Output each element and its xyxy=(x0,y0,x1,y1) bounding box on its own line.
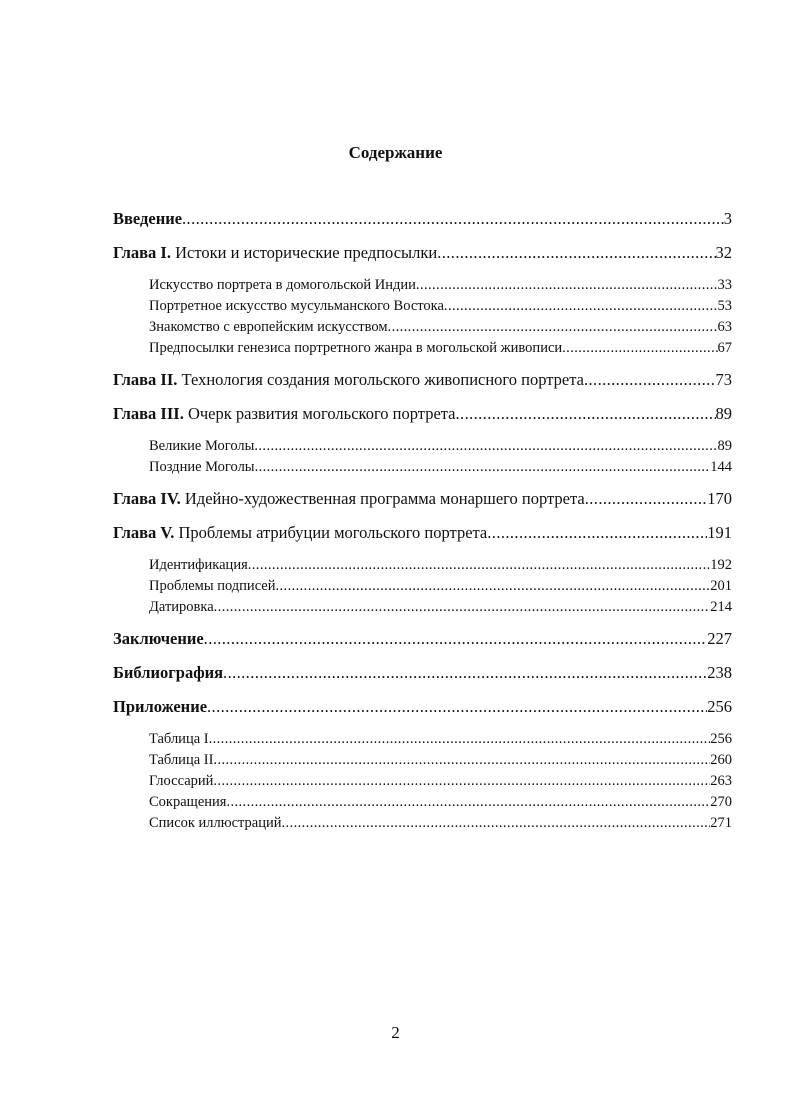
toc-page: 3 xyxy=(723,209,732,228)
dot-leader xyxy=(248,555,711,576)
dot-leader xyxy=(214,597,711,618)
toc-page: 67 xyxy=(717,340,732,356)
toc-section[interactable] xyxy=(113,457,732,478)
toc-title: Предпосылки генезиса портретного жанра в могольской живописи xyxy=(149,340,563,356)
toc-section[interactable] xyxy=(113,296,732,317)
dot-leader xyxy=(416,275,718,296)
toc-chapter-label: Глава II. xyxy=(113,370,178,389)
toc-page: 89 xyxy=(717,438,732,454)
toc-title: Датировка xyxy=(149,599,214,615)
toc-title: Проблемы подписей xyxy=(149,578,276,594)
toc-title: Сокращения xyxy=(149,794,227,810)
toc-title: Приложение xyxy=(113,697,208,716)
toc-title: Великие Моголы xyxy=(149,438,255,454)
toc-page: 73 xyxy=(715,370,732,389)
toc-title: Таблица II xyxy=(149,752,214,768)
toc-section[interactable] xyxy=(113,729,732,750)
toc-entry-bibliography[interactable] xyxy=(113,662,732,684)
toc-section[interactable] xyxy=(113,338,732,359)
toc-chapter-label: Глава III. xyxy=(113,404,184,423)
dot-leader xyxy=(282,813,711,834)
toc-title: Идейно-художественная программа монаршего портрета xyxy=(184,489,585,508)
toc-entry-chapter-1[interactable] xyxy=(113,242,732,264)
toc-title: Истоки и исторические предпосылки xyxy=(175,243,438,262)
toc-page: 227 xyxy=(707,629,732,648)
toc-section[interactable] xyxy=(113,275,732,296)
table-of-contents xyxy=(113,208,732,834)
dot-leader xyxy=(223,662,707,684)
dot-leader xyxy=(182,208,724,230)
toc-page: 256 xyxy=(707,697,732,716)
toc-page: 63 xyxy=(717,319,732,335)
toc-page: 260 xyxy=(710,752,732,768)
toc-title: Поздние Моголы xyxy=(149,459,255,475)
toc-entry-appendix[interactable] xyxy=(113,696,732,718)
toc-title: Технология создания могольского живописного портрета xyxy=(181,370,584,389)
toc-section[interactable] xyxy=(113,317,732,338)
toc-title: Библиография xyxy=(113,663,224,682)
toc-section[interactable] xyxy=(113,576,732,597)
dot-leader xyxy=(204,628,708,650)
toc-section[interactable] xyxy=(113,771,732,792)
toc-entry-introduction[interactable] xyxy=(113,208,732,230)
toc-section[interactable] xyxy=(113,792,732,813)
toc-chapter-label: Глава V. xyxy=(113,523,175,542)
toc-entry-chapter-4[interactable] xyxy=(113,488,732,510)
dot-leader xyxy=(388,317,718,338)
toc-page: 238 xyxy=(707,663,732,682)
toc-title: Список иллюстраций xyxy=(149,815,282,831)
toc-title: Очерк развития могольского портрета xyxy=(187,404,456,423)
toc-section[interactable] xyxy=(113,436,732,457)
toc-entry-chapter-2[interactable] xyxy=(113,369,732,391)
toc-page: 89 xyxy=(715,404,732,423)
toc-section[interactable] xyxy=(113,555,732,576)
toc-page: 144 xyxy=(710,459,732,475)
dot-leader xyxy=(213,771,710,792)
toc-page: 263 xyxy=(710,773,732,789)
toc-title: Проблемы атрибуции могольского портрета xyxy=(178,523,488,542)
toc-title: Знакомство с европейским искусством xyxy=(149,319,388,335)
toc-chapter-label: Глава I. xyxy=(113,243,171,262)
toc-title: Глоссарий xyxy=(149,773,214,789)
dot-leader xyxy=(209,729,711,750)
toc-title: Портретное искусство мусульманского Востока xyxy=(149,298,444,314)
toc-entry-chapter-3[interactable] xyxy=(113,403,732,425)
dot-leader xyxy=(255,457,711,478)
toc-page: 271 xyxy=(710,815,732,831)
toc-page: 32 xyxy=(715,243,732,262)
dot-leader xyxy=(226,792,710,813)
toc-page: 33 xyxy=(717,277,732,293)
toc-page: 53 xyxy=(717,298,732,314)
toc-title: Идентификация xyxy=(149,557,248,573)
toc-entry-conclusion[interactable] xyxy=(113,628,732,650)
dot-leader xyxy=(562,338,717,359)
dot-leader xyxy=(207,696,707,718)
toc-section[interactable] xyxy=(113,597,732,618)
dot-leader xyxy=(584,369,716,391)
toc-title: Искусство портрета в домогольской Индии xyxy=(149,277,416,293)
toc-entry-chapter-5[interactable] xyxy=(113,522,732,544)
page-number: 2 xyxy=(391,1023,400,1042)
toc-section[interactable] xyxy=(113,813,732,834)
toc-page: 170 xyxy=(707,489,732,508)
dot-leader xyxy=(276,576,711,597)
dot-leader xyxy=(437,242,715,264)
toc-page: 192 xyxy=(710,557,732,573)
dot-leader xyxy=(585,488,708,510)
dot-leader xyxy=(456,403,716,425)
toc-page: 191 xyxy=(707,523,732,542)
toc-title: Таблица I xyxy=(149,731,209,747)
toc-page: 201 xyxy=(710,578,732,594)
toc-page: 214 xyxy=(710,599,732,615)
toc-page: 256 xyxy=(710,731,732,747)
toc-section[interactable] xyxy=(113,750,732,771)
dot-leader xyxy=(213,750,710,771)
page-title: Содержание xyxy=(348,143,443,162)
toc-title: Заключение xyxy=(113,629,204,648)
dot-leader xyxy=(254,436,717,457)
toc-page: 270 xyxy=(710,794,732,810)
dot-leader xyxy=(487,522,707,544)
dot-leader xyxy=(444,296,718,317)
toc-title: Введение xyxy=(113,209,183,228)
toc-chapter-label: Глава IV. xyxy=(113,489,181,508)
